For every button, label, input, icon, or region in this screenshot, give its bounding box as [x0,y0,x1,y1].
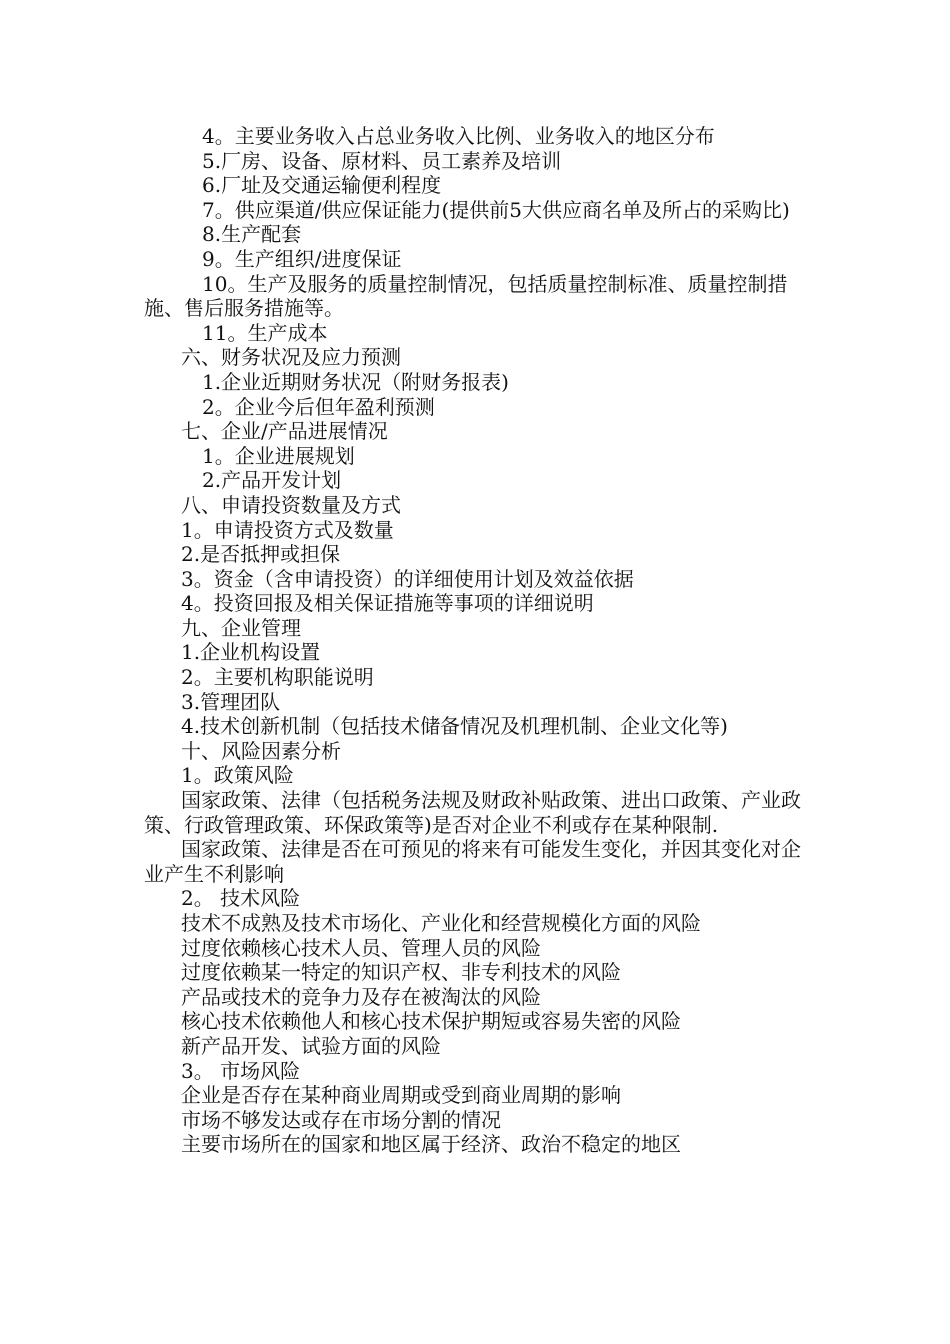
section-heading: 九、企业管理 [181,615,301,640]
list-item: 技术不成熟及技术市场化、产业化和经营规模化方面的风险 [181,911,701,935]
list-item: 11。生产成本 [202,320,328,345]
paragraph: 国家政策、法律（包括税务法规及财政补贴政策、进出口政策、产业政策、行政管理政策、环保政策等)是否对企业不利或存在某种限制. [144,788,801,837]
list-item: 3.管理团队 [181,689,281,714]
list-item: 核心技术依赖他人和核心技术保护期短或容易失密的风险 [181,1009,681,1034]
list-item: 3。资金（含申请投资）的详细使用计划及效益依据 [181,566,634,591]
list-item: 1.企业近期财务状况（附财务报表) [202,369,509,394]
paragraph: 国家政策、法律是否在可预见的将来有可能发生变化，并因其变化对企业产生不利影响 [144,837,801,886]
list-item: 2.产品开发计划 [202,468,342,493]
list-item: 1。企业进展规划 [202,443,355,468]
list-item: 2。企业今后但年盈利预测 [202,394,435,419]
list-item: 企业是否存在某种商业周期或受到商业周期的影响 [181,1083,621,1108]
list-item: 新产品开发、试验方面的风险 [181,1033,441,1058]
list-item: 1.企业机构设置 [181,640,321,665]
section-heading: 八、申请投资数量及方式 [181,492,401,517]
list-item: 4.技术创新机制（包括技术储备情况及机理机制、企业文化等) [181,714,728,739]
section-heading: 六、财务状况及应力预测 [181,345,401,370]
list-item: 1。政策风险 [181,763,294,788]
list-item: 过度依赖某一特定的知识产权、非专利技术的风险 [181,960,621,985]
list-item: 8.生产配套 [202,222,302,247]
list-item: 过度依赖核心技术人员、管理人员的风险 [181,935,541,960]
list-item: 2。 技术风险 [181,886,301,911]
list-item: 4。主要业务收入占总业务收入比例、业务收入的地区分布 [202,124,715,148]
list-item: 5.厂房、设备、原材料、员工素养及培训 [202,148,562,173]
list-item: 主要市场所在的国家和地区属于经济、政治不稳定的地区 [181,1132,681,1157]
list-item: 2。主要机构职能说明 [181,665,374,690]
list-item: 9。生产组织/进度保证 [202,246,402,271]
section-heading: 十、风险因素分析 [181,738,341,763]
list-item: 产品或技术的竞争力及存在被淘汰的风险 [181,984,541,1009]
list-item: 2.是否抵押或担保 [181,542,341,567]
list-item: 1。申请投资方式及数量 [181,517,394,542]
list-item: 4。投资回报及相关保证措施等事项的详细说明 [181,591,594,616]
list-item: 3。 市场风险 [181,1058,301,1083]
list-item: 7。供应渠道/供应保证能力(提供前5大供应商名单及所占的采购比) [202,197,790,222]
section-heading: 七、企业/产品进展情况 [181,419,388,444]
document-body [144,124,814,1157]
list-item: 10。生产及服务的质量控制情况，包括质量控制标准、质量控制措施、售后服务措施等。 [144,271,788,321]
list-item: 6.厂址及交通运输便利程度 [202,173,442,198]
list-item: 市场不够发达或存在市场分割的情况 [181,1107,501,1132]
